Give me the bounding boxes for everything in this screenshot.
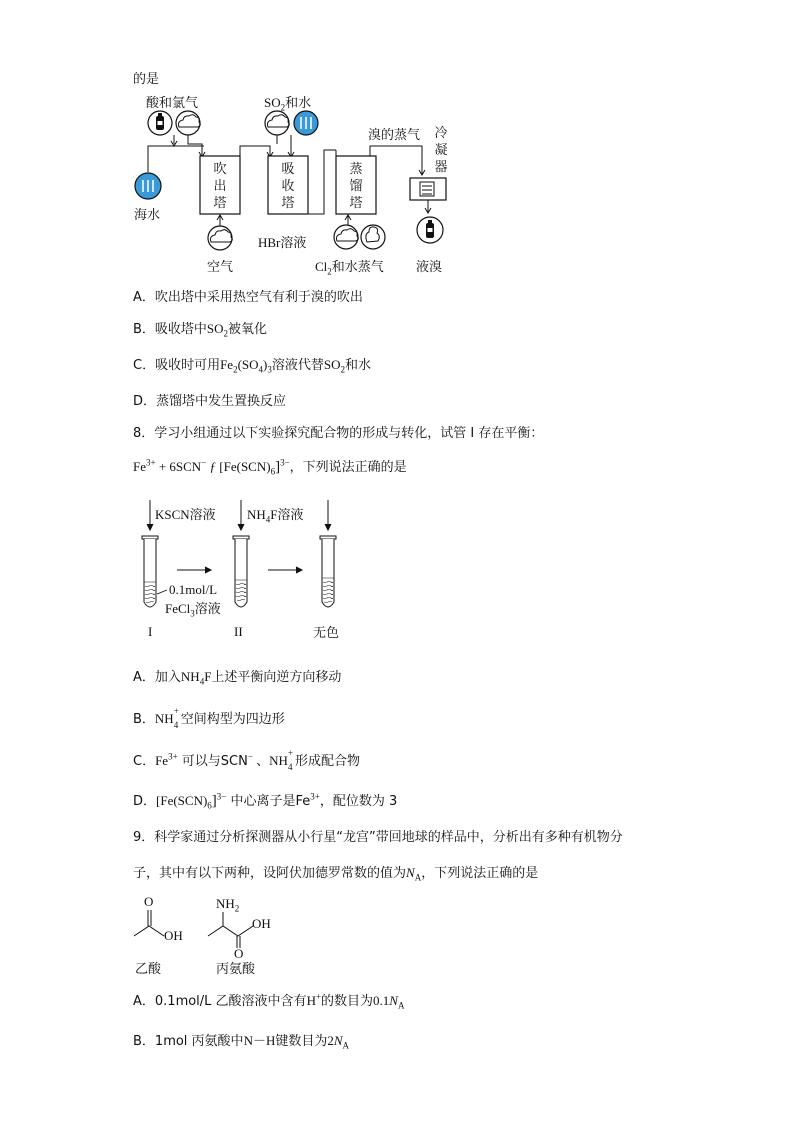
- label-hbr-solution: HBr溶液: [258, 235, 307, 250]
- bromine-extraction-diagram: [130, 90, 470, 280]
- label-kscn: KSCN溶液: [155, 507, 216, 522]
- q9-option-a: A．0.1mol/L 乙酸溶液中含有H+的数目为$0.1N_A$: [133, 991, 405, 1011]
- gas-cloud-icon-1: [176, 111, 200, 135]
- q9-stem-line2: 子，其中有以下两种，设阿伏加德罗常数的值为$N_A$，下列说法正确的是: [133, 865, 539, 883]
- label-fecl3: FeCl$_3$溶液: [165, 601, 221, 619]
- label-blow-out-tower: 吹 出 塔: [213, 161, 227, 210]
- alanine-nh2-label: $NH_2$: [216, 896, 240, 914]
- label-liquid-bromine: 液溴: [416, 259, 443, 274]
- test-tube-2-icon: [233, 536, 249, 607]
- diagram-lines: [130, 90, 470, 280]
- acetic-acid-structure: [134, 910, 164, 936]
- condenser-icon: [410, 178, 446, 200]
- label-cl2-steam: $Cl_2$和水蒸气: [315, 259, 384, 277]
- q7-option-c: C．吸收时可用$Fe_2(SO_4)_3$溶液代替$SO_2$和水: [133, 357, 372, 375]
- q7-option-d: D．蒸馏塔中发生置换反应: [133, 394, 287, 409]
- q8-equilibrium: $Fe^{3+} + 6SCN^-$ ƒ $[Fe(SCN)_6]^{3-}$，下列说法正确的是: [133, 457, 407, 477]
- label-seawater: 海水: [134, 207, 161, 222]
- alanine-oh-label: OH: [252, 916, 271, 931]
- air-cloud-icon: [208, 226, 232, 250]
- liquid-bromine-bottle-icon: [417, 217, 443, 243]
- q7-lead: 的是: [133, 72, 160, 87]
- q9-stem-line1: 9．科学家通过分析探测器从小行星“龙宫”带回地球的样品中，分析出有多种有机物分: [133, 830, 623, 845]
- acid-bottle-icon: [148, 111, 172, 135]
- gas-cloud-icon-2: [265, 111, 289, 135]
- label-colorless: 无色: [313, 625, 340, 640]
- test-tube-1-icon: [142, 536, 158, 607]
- test-tube-diagram: [135, 498, 365, 648]
- q7-option-a: A．吹出塔中采用热空气有利于溴的吹出: [133, 290, 363, 305]
- label-distill-tower: 蒸 馏 塔: [349, 161, 363, 210]
- alanine-name: 丙氨酸: [216, 962, 256, 977]
- label-condenser: 冷 凝 器: [434, 125, 448, 174]
- q8-option-c: C．$Fe^{3+}$ 可以与SCN− 、NH + 4 形成配合物: [133, 748, 360, 772]
- q7-option-b: B．吸收塔中$SO_2$被氧化: [133, 321, 268, 339]
- label-acid-chlorine: 酸和氯气: [146, 95, 199, 110]
- q8-option-d: D．$[Fe(SCN)_6]^{3-}$ 中心离子是$Fe^{3+}$，配位数为 3: [133, 791, 398, 811]
- q8-stem: 8．学习小组通过以下实验探究配合物的形成与转化，试管 I 存在平衡：: [133, 426, 544, 441]
- q9-option-b: B．1mol 丙氨酸中N－H键数目为$2N_A$: [133, 1033, 350, 1051]
- alanine-o-label: O: [234, 946, 244, 961]
- label-bromine-vapor: 溴的蒸气: [368, 127, 421, 142]
- steam-icon: [361, 225, 385, 249]
- acetic-o-label: O: [144, 894, 154, 909]
- label-tube-2: II: [234, 624, 243, 639]
- water-icon-1: [294, 111, 318, 135]
- label-absorb-tower: 吸 收 塔: [281, 161, 295, 210]
- label-so2-water: $SO_2$和水: [264, 95, 312, 113]
- seawater-icon: [135, 173, 161, 199]
- label-air: 空气: [207, 259, 234, 274]
- label-nh4f: $NH_4F$溶液: [247, 507, 304, 525]
- alanine-structure: [208, 912, 253, 948]
- chlorine-cloud-icon: [334, 225, 358, 249]
- q8-option-b: B．NH + 4 空间构型为四边形: [133, 706, 285, 730]
- acetic-oh-label: OH: [164, 928, 183, 943]
- q8-option-a: A．加入$NH_4F$上述平衡向逆方向移动: [133, 669, 342, 687]
- acetic-acid-name: 乙酸: [135, 962, 162, 977]
- test-tube-3-icon: [320, 536, 336, 607]
- label-tube-1: I: [148, 624, 153, 639]
- label-concentration: 0.1mol/L: [169, 582, 218, 597]
